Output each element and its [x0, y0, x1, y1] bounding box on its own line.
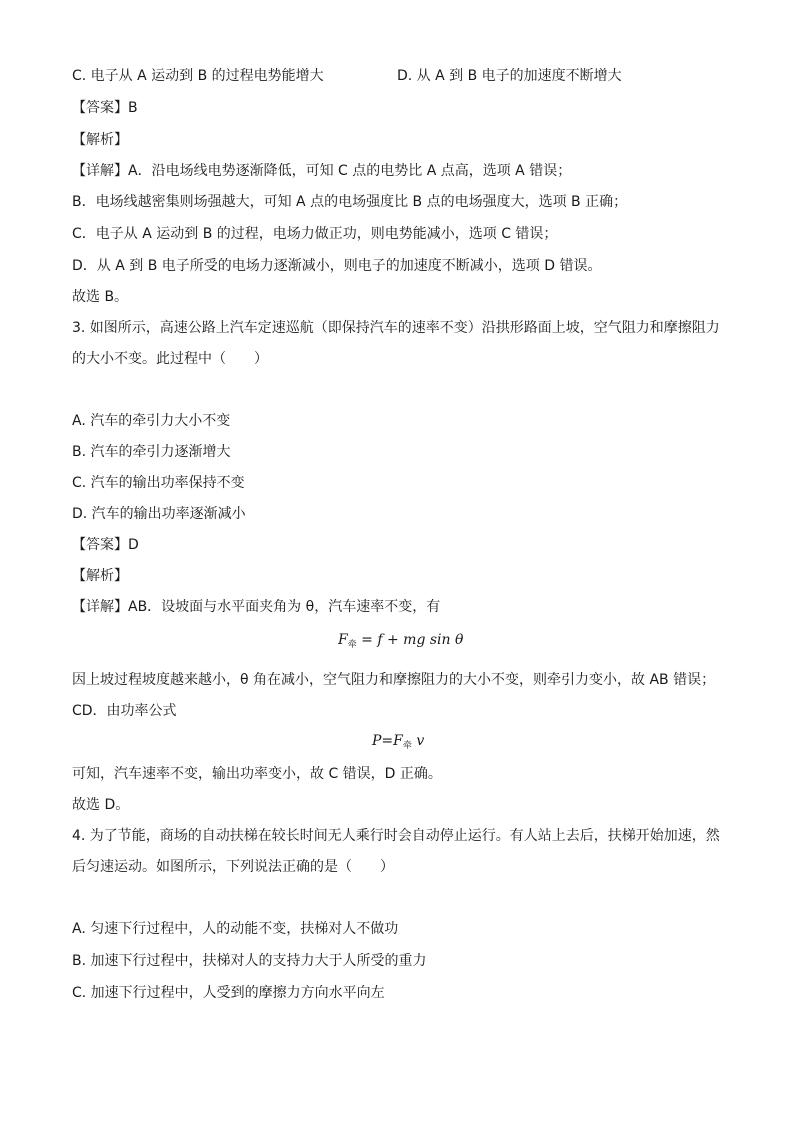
q3-explain-2: 可知，汽车速率不变，输出功率变小，故 C 错误，D 正确。	[72, 766, 442, 782]
formula-1-lhs: F	[338, 632, 348, 648]
q3-detail-cd: CD．由功率公式	[72, 703, 177, 719]
q2-detail-a: 【详解】A．沿电场线电势逐渐降低，可知 C 点的电势比 A 点高，选项 A 错误；	[72, 163, 572, 179]
q3-stem-line-2: 的大小不变。此过程中（ ）	[72, 351, 268, 367]
q3-option-d: D. 汽车的输出功率逐渐减小	[72, 506, 246, 522]
q2-detail-b: B．电场线越密集则场强越大，可知 A 点的电场强度比 B 点的电场强度大，选项 B 正确；	[72, 194, 628, 210]
q4-option-c: C. 加速下行过程中，人受到的摩擦力方向水平向左	[72, 985, 385, 1001]
q2-analysis-heading: 【解析】	[72, 132, 128, 148]
q3-formula-traction	[338, 632, 463, 650]
q3-analysis-heading: 【解析】	[72, 568, 128, 584]
formula-1-rhs: = f + mg sin θ	[356, 632, 464, 648]
q3-option-a: A. 汽车的牵引力大小不变	[72, 413, 231, 429]
formula-2-rhs: v	[411, 733, 425, 749]
q2-option-d: D. 从 A 到 B 电子的加速度不断增大	[397, 68, 622, 84]
q2-conclusion: 故选 B。	[72, 289, 129, 305]
q4-option-a: A. 匀速下行过程中，人的动能不变，扶梯对人不做功	[72, 921, 399, 937]
q2-answer: 【答案】B	[72, 100, 138, 116]
q3-explain-1: 因上坡过程坡度越来越小，θ 角在减小，空气阻力和摩擦阻力的大小不变，则牵引力变小，故 AB 错误；	[72, 672, 716, 688]
formula-2-subscript: 牵	[402, 741, 412, 751]
formula-2-lhs: P=F	[372, 733, 403, 749]
formula-1-subscript: 牵	[347, 640, 357, 650]
q4-option-b: B. 加速下行过程中，扶梯对人的支持力大于人所受的重力	[72, 953, 427, 969]
q3-conclusion: 故选 D。	[72, 797, 130, 813]
q2-detail-c: C．电子从 A 运动到 B 的过程，电场力做正功，则电势能减小，选项 C 错误；	[72, 226, 558, 242]
q2-detail-d: D．从 A 到 B 电子所受的电场力逐渐减小，则电子的加速度不断减小，选项 D 错误。	[72, 258, 602, 274]
q3-detail-ab: 【详解】AB．设坡面与水平面夹角为 θ，汽车速率不变，有	[72, 599, 441, 615]
q3-stem-line-1: 3. 如图所示，高速公路上汽车定速巡航（即保持汽车的速率不变）沿拱形路面上坡，空气阻力和摩擦阻力	[72, 320, 720, 336]
q4-stem-line-2: 后匀速运动。如图所示，下列说法正确的是（ ）	[72, 859, 394, 875]
q3-option-b: B. 汽车的牵引力逐渐增大	[72, 444, 231, 460]
q2-option-c: C. 电子从 A 运动到 B 的过程电势能增大	[72, 68, 324, 84]
q3-formula-power	[372, 733, 424, 751]
q4-stem-line-1: 4. 为了节能，商场的自动扶梯在较长时间无人乘行时会自动停止运行。有人站上去后，扶梯开始加速，然	[72, 828, 720, 844]
q3-answer: 【答案】D	[72, 537, 139, 553]
q3-option-c: C. 汽车的输出功率保持不变	[72, 475, 245, 491]
